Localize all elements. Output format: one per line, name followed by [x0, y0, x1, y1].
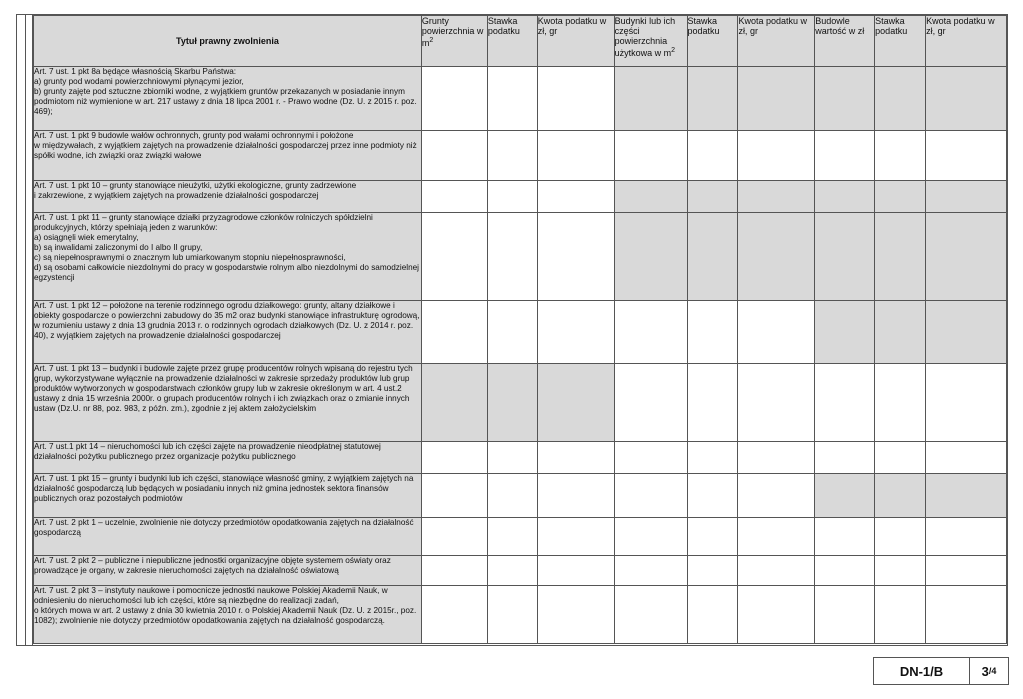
exemption-description: Art. 7 ust. 1 pkt 11 – grunty stanowiące działki przyzagrodowe członków rolniczych spółdzielni produkcyjnych, którzy spełniają jeden z warunków: a) osiągnęli wiek emerytalny, b) są inwalidami zaliczonymi do I albo II grupy, c) są niepełnosprawnymi o znacznym lub umiarkowanym stopniu niepełnosprawności, d) są osobami całkowicie niezdolnymi do pracy w gospodarstwie rolnym albo niezdolnymi do samodzielnej egzystencji: [34, 213, 422, 301]
land-area-input-cell[interactable]: [421, 586, 487, 644]
table-row: [34, 556, 1007, 586]
table-row: [34, 586, 1007, 644]
header-row: [34, 16, 1007, 67]
tax-buildings-shaded-cell: [738, 181, 815, 213]
exemption-description: Art. 7 ust. 1 pkt 15 – grunty i budynki lub ich części, stanowiące własność gminy, z wyjątkiem zajętych na działalność gospodarczą lub będących w posiadaniu innych niż gmina jednostek sektora finansów publicznych oraz pozostałych podmiotów: [34, 474, 422, 518]
tax-buildings-input-cell[interactable]: [738, 442, 815, 474]
buildings-area-input-cell[interactable]: [614, 474, 687, 518]
structures-value-input-cell[interactable]: [815, 518, 875, 556]
land-area-input-cell[interactable]: [421, 131, 487, 181]
rate-land-input-cell[interactable]: [487, 181, 537, 213]
buildings-area-input-cell[interactable]: [614, 131, 687, 181]
structures-value-shaded-cell: [815, 181, 875, 213]
table-row: [34, 474, 1007, 518]
table-row: [34, 301, 1007, 364]
table-row: [34, 213, 1007, 301]
table-row: [34, 67, 1007, 131]
rate-buildings-input-cell[interactable]: [687, 556, 738, 586]
exemption-table: [33, 15, 1007, 644]
rate-structures-input-cell[interactable]: [875, 131, 926, 181]
structures-value-shaded-cell: [815, 67, 875, 131]
rate-structures-input-cell[interactable]: [875, 586, 926, 644]
rate-structures-input-cell[interactable]: [875, 442, 926, 474]
rate-structures-shaded-cell: [875, 474, 926, 518]
rate-buildings-shaded-cell: [687, 67, 738, 131]
rate-structures-input-cell[interactable]: [875, 518, 926, 556]
tax-land-input-cell[interactable]: [537, 474, 614, 518]
rate-land-input-cell[interactable]: [487, 67, 537, 131]
buildings-area-input-cell[interactable]: [614, 556, 687, 586]
tax-buildings-input-cell[interactable]: [738, 131, 815, 181]
rate-buildings-input-cell[interactable]: [687, 442, 738, 474]
tax-land-input-cell[interactable]: [537, 586, 614, 644]
exemption-description: Art. 7 ust. 2 pkt 1 – uczelnie, zwolnienie nie dotyczy przedmiotów opodatkowania zajętych na działalność gospodarczą: [34, 518, 422, 556]
exemption-description: Art. 7 ust. 1 pkt 9 budowle wałów ochronnych, grunty pod wałami ochronnymi i położone w międzywałach, z wyjątkiem zajętych na prowadzenie działalności gospodarczej przez inne podmioty niż spółki wodne, ich związki oraz związki wałowe: [34, 131, 422, 181]
land-area-input-cell[interactable]: [421, 67, 487, 131]
header-title: Tytuł prawny zwolnienia: [34, 16, 422, 67]
tax-land-shaded-cell: [537, 364, 614, 442]
rate-structures-shaded-cell: [875, 181, 926, 213]
rate-structures-shaded-cell: [875, 213, 926, 301]
tax-structures-input-cell[interactable]: [926, 518, 1007, 556]
exemption-description: Art. 7 ust. 1 pkt 8a będące własnością Skarbu Państwa: a) grunty pod wodami powierzchniowymi płynącymi jezior, b) grunty zajęte pod sztuczne zbiorniki wodne, z wyjątkiem gruntów przekazanych w posiadanie innym podmiotom niż wymienione w art. 217 ustawy z dnia 18 lipca 2001 r. - Prawo wodne (Dz. U. z 2015 r. poz. 469);: [34, 67, 422, 131]
form-frame: [16, 14, 1008, 646]
structures-value-input-cell[interactable]: [815, 586, 875, 644]
rate-buildings-shaded-cell: [687, 213, 738, 301]
form-code: DN-1/B: [874, 658, 970, 684]
rate-land-input-cell[interactable]: [487, 586, 537, 644]
land-area-input-cell[interactable]: [421, 213, 487, 301]
rate-land-input-cell[interactable]: [487, 442, 537, 474]
rate-land-input-cell[interactable]: [487, 301, 537, 364]
land-area-input-cell[interactable]: [421, 181, 487, 213]
tax-buildings-input-cell[interactable]: [738, 474, 815, 518]
table-row: [34, 442, 1007, 474]
header-land-area: Grunty powierzchnia w $m^2$: [421, 16, 487, 67]
table-row: [34, 518, 1007, 556]
tax-structures-shaded-cell: [926, 181, 1007, 213]
tax-buildings-shaded-cell: [738, 67, 815, 131]
tax-structures-input-cell[interactable]: [926, 586, 1007, 644]
exemption-description: Art. 7 ust. 2 pkt 2 – publiczne i niepubliczne jednostki organizacyjne objęte systemem oświaty oraz prowadzące je organy, w zakresie nieruchomości zajętych na działalność oświatową: [34, 556, 422, 586]
rate-buildings-shaded-cell: [687, 181, 738, 213]
header-buildings-area: Budynki lub ich części powierzchnia użytkowa w $m^2$: [614, 16, 687, 67]
buildings-area-shaded-cell: [614, 181, 687, 213]
tax-structures-input-cell[interactable]: [926, 364, 1007, 442]
tax-structures-input-cell[interactable]: [926, 131, 1007, 181]
rate-structures-shaded-cell: [875, 301, 926, 364]
buildings-area-shaded-cell: [614, 67, 687, 131]
header-tax-structures: Kwota podatku w zł, gr: [926, 16, 1007, 67]
page-total: /4: [988, 666, 997, 676]
footer-form-id: [873, 657, 1009, 685]
structures-value-input-cell[interactable]: [815, 131, 875, 181]
tax-structures-shaded-cell: [926, 301, 1007, 364]
exemption-description: Art. 7 ust. 2 pkt 3 – instytuty naukowe i pomocnicze jednostki naukowe Polskiej Akademii Nauk, w odniesieniu do nieruchomości lub ich części, które są niezbędne do realizacji zadań, o których mowa w art. 2 ustawy z dnia 30 kwietnia 2010 r. o Polskiej Akademii Nauk (Dz. U. z 2015r., poz. 1082); zwolnienie nie dotyczy przedmiotów opodatkowania zajętych na działalność gospodarczą.: [34, 586, 422, 644]
tax-land-input-cell[interactable]: [537, 67, 614, 131]
buildings-area-shaded-cell: [614, 213, 687, 301]
rate-land-input-cell[interactable]: [487, 213, 537, 301]
header-tax-buildings: Kwota podatku w zł, gr: [738, 16, 815, 67]
table-row: [34, 181, 1007, 213]
exemption-description: Art. 7 ust.1 pkt 14 – nieruchomości lub ich części zajęte na prowadzenie nieodpłatnej statutowej działalności pożytku publicznego przez organizacje pożytku publicznego: [34, 442, 422, 474]
land-area-input-cell[interactable]: [421, 518, 487, 556]
header-rate-structures: Stawka podatku: [875, 16, 926, 67]
tax-buildings-shaded-cell: [738, 213, 815, 301]
structures-value-shaded-cell: [815, 213, 875, 301]
structures-value-shaded-cell: [815, 474, 875, 518]
rate-buildings-input-cell[interactable]: [687, 301, 738, 364]
tax-land-input-cell[interactable]: [537, 131, 614, 181]
header-tax-land: Kwota podatku w zł, gr: [537, 16, 614, 67]
tax-buildings-input-cell[interactable]: [738, 364, 815, 442]
buildings-area-input-cell[interactable]: [614, 586, 687, 644]
rate-land-input-cell[interactable]: [487, 518, 537, 556]
header-rate-land: Stawka podatku: [487, 16, 537, 67]
structures-value-input-cell[interactable]: [815, 556, 875, 586]
land-area-input-cell[interactable]: [421, 474, 487, 518]
tax-structures-input-cell[interactable]: [926, 556, 1007, 586]
rate-structures-input-cell[interactable]: [875, 364, 926, 442]
rate-buildings-input-cell[interactable]: [687, 131, 738, 181]
rate-land-input-cell[interactable]: [487, 474, 537, 518]
structures-value-input-cell[interactable]: [815, 442, 875, 474]
rate-buildings-input-cell[interactable]: [687, 364, 738, 442]
tax-buildings-input-cell[interactable]: [738, 556, 815, 586]
page-current: 3: [981, 663, 989, 679]
land-area-input-cell[interactable]: [421, 442, 487, 474]
tax-structures-shaded-cell: [926, 67, 1007, 131]
tax-land-input-cell[interactable]: [537, 442, 614, 474]
tax-structures-shaded-cell: [926, 474, 1007, 518]
tax-structures-input-cell[interactable]: [926, 442, 1007, 474]
buildings-area-input-cell[interactable]: [614, 301, 687, 364]
rate-land-input-cell[interactable]: [487, 556, 537, 586]
buildings-area-input-cell[interactable]: [614, 518, 687, 556]
exemption-description: Art. 7 ust. 1 pkt 13 – budynki i budowle zajęte przez grupę producentów rolnych wpisaną do rejestru tych grup, wykorzystywane wyłącznie na prowadzenie działalności w zakresie sprzedaży produktów lub grup produktów wytworzonych w gospodarstwach członków grupy lub w zakresie określonym w art. 4 ust.2 ustawy z dnia 15 września 2000r. o grupach producentów rolnych i ich związkach oraz o zmianie innych ustaw (Dz.U. nr 88, poz. 983, z późn. zm.), zgodnie z jej aktem założycielskim: [34, 364, 422, 442]
header-structures-value: Budowle wartość w zł: [815, 16, 875, 67]
header-rate-buildings: Stawka podatku: [687, 16, 738, 67]
rate-land-shaded-cell: [487, 364, 537, 442]
rate-buildings-input-cell[interactable]: [687, 518, 738, 556]
land-area-input-cell[interactable]: [421, 301, 487, 364]
tax-buildings-input-cell[interactable]: [738, 586, 815, 644]
rate-land-input-cell[interactable]: [487, 131, 537, 181]
rate-buildings-input-cell[interactable]: [687, 474, 738, 518]
tax-land-input-cell[interactable]: [537, 213, 614, 301]
page-number: [970, 658, 1008, 684]
exemption-description: Art. 7 ust. 1 pkt 10 – grunty stanowiące nieużytki, użytki ekologiczne, grunty zadrzewione i zakrzewione, z wyjątkiem zajętych na prowadzenie działalności gospodarczej: [34, 181, 422, 213]
tax-land-input-cell[interactable]: [537, 181, 614, 213]
rate-buildings-input-cell[interactable]: [687, 586, 738, 644]
rate-structures-shaded-cell: [875, 67, 926, 131]
tax-buildings-input-cell[interactable]: [738, 301, 815, 364]
tax-land-input-cell[interactable]: [537, 518, 614, 556]
structures-value-input-cell[interactable]: [815, 364, 875, 442]
table-row: [34, 131, 1007, 181]
tax-land-input-cell[interactable]: [537, 556, 614, 586]
tax-buildings-input-cell[interactable]: [738, 518, 815, 556]
tax-land-input-cell[interactable]: [537, 301, 614, 364]
rate-structures-input-cell[interactable]: [875, 556, 926, 586]
land-area-input-cell[interactable]: [421, 556, 487, 586]
side-margin-strip: [17, 15, 33, 645]
exemption-description: Art. 7 ust. 1 pkt 12 – położone na terenie rodzinnego ogrodu działkowego: grunty, altany działkowe i obiekty gospodarcze o powierzchni zabudowy do 35 m2 oraz budynki stanowiące infrastrukturę ogrodową, w rozumieniu ustawy z dnia 13 grudnia 2013 r. o rodzinnych ogrodach działkowych (Dz. U. z 2014 r. poz. 40), z wyjątkiem zajętych na prowadzenie działalności gospodarczej: [34, 301, 422, 364]
land-area-shaded-cell: [421, 364, 487, 442]
buildings-area-input-cell[interactable]: [614, 364, 687, 442]
table-row: [34, 364, 1007, 442]
buildings-area-input-cell[interactable]: [614, 442, 687, 474]
structures-value-shaded-cell: [815, 301, 875, 364]
tax-structures-shaded-cell: [926, 213, 1007, 301]
